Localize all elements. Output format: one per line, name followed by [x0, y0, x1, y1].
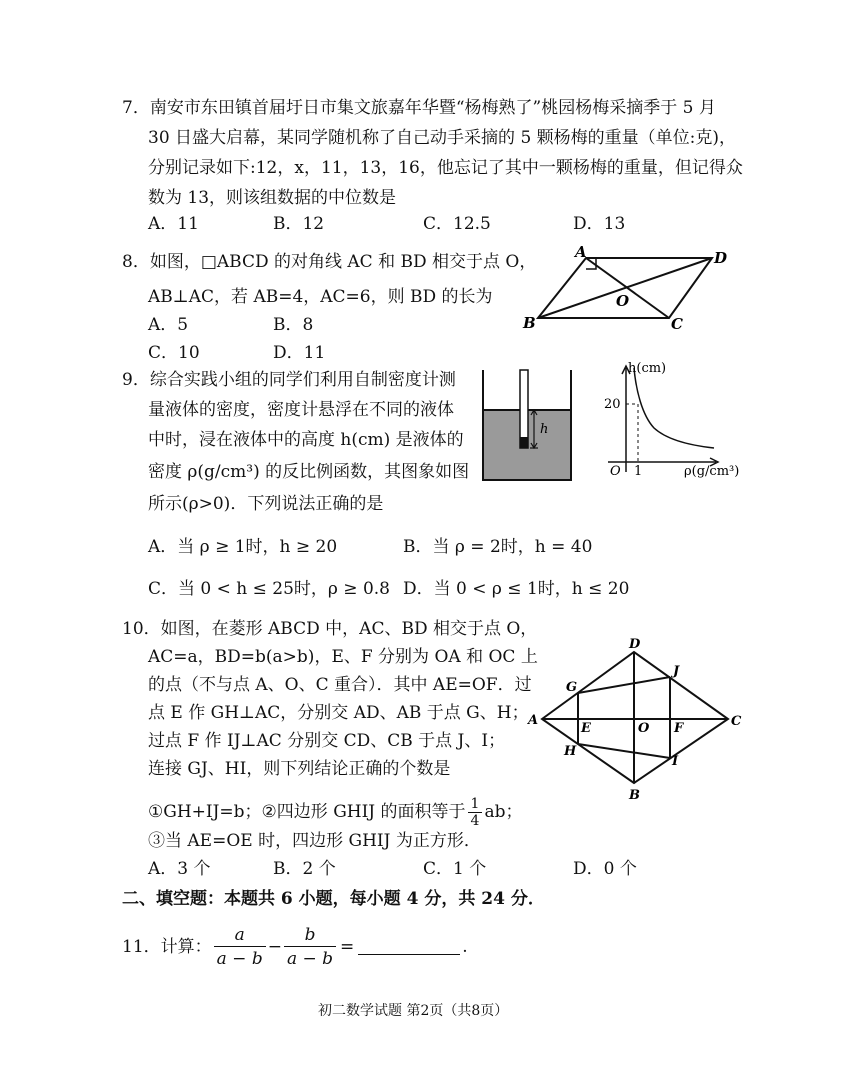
q10-label-b: B	[629, 788, 640, 803]
q11-answer-blank[interactable]	[358, 940, 460, 955]
q9-option-b: B．当 ρ = 2时，h = 40	[403, 537, 593, 557]
q10-label-i: I	[672, 754, 679, 769]
q11-minus: −	[267, 937, 282, 957]
q9-graph-x-label: ρ(g/cm³)	[684, 464, 740, 479]
q10-line-4: 点 E 作 GH⊥AC，分别交 AD、AB 于点 G、H；	[148, 703, 529, 723]
q10-frac-den: 4	[468, 812, 483, 829]
q10-line-3: 的点（不与点 A、O、C 重合）．其中 AE=OF．过	[148, 675, 532, 695]
q10-option-c: C．1 个	[423, 859, 487, 879]
q10-label-e: E	[581, 721, 591, 736]
section-2-title: 二、填空题：本题共 6 小题，每小题 4 分，共 24 分．	[122, 889, 545, 909]
q9-option-a: A．当 ρ ≥ 1时，h ≥ 20	[148, 537, 338, 557]
q10-line-5: 过点 F 作 IJ⊥AC 分别交 CD、CB 于点 J、I；	[148, 731, 506, 751]
q10-fraction-quarter	[468, 796, 483, 829]
q8-line-1: 8．如图，□ABCD 的对角线 AC 和 BD 相交于点 O，	[122, 252, 537, 272]
q9-beaker-figure	[478, 365, 578, 485]
q9-beaker-h-label: h	[540, 422, 549, 437]
q9-option-c: C．当 0 < h ≤ 25时，ρ ≥ 0.8	[148, 579, 390, 599]
q11-fraction-1	[214, 924, 266, 971]
q7-option-b: B．12	[273, 214, 325, 234]
q10-line-2: AC=a，BD=b(a>b)，E、F 分别为 OA 和 OC 上	[148, 647, 538, 667]
q10-rhombus-figure	[520, 635, 750, 805]
q8-label-d: D	[714, 249, 728, 267]
page-footer: 初二数学试题 第2页（共8页）	[318, 1003, 509, 1019]
q10-label-h: H	[564, 744, 577, 759]
q11-fraction-2	[284, 924, 336, 971]
q9-graph-y-tick: 20	[604, 397, 621, 412]
q11-frac2-den: a − b	[284, 946, 336, 971]
q8-parallelogram-figure	[515, 245, 740, 335]
q9-line-5: 所示(ρ>0)．下列说法正确的是	[148, 494, 384, 514]
q10-line-1: 10．如图，在菱形 ABCD 中，AC、BD 相交于点 O，	[122, 619, 538, 639]
q11-equals: =	[340, 937, 355, 957]
q8-label-c: C	[671, 315, 683, 333]
q10-conclusion-1-text: ①GH+IJ=b；②四边形 GHIJ 的面积等于	[148, 802, 466, 822]
q8-line-2: AB⊥AC，若 AB=4，AC=6，则 BD 的长为	[148, 287, 493, 307]
q9-graph-y-label: h(cm)	[628, 361, 667, 376]
q10-label-d: D	[629, 637, 641, 652]
q10-conclusion-3: ③当 AE=OE 时，四边形 GHIJ 为正方形．	[148, 831, 481, 851]
q10-label-c: C	[731, 714, 742, 729]
q7-line-2: 30 日盛大启幕，某同学随机称了自己动手采摘的 5 颗杨梅的重量（单位:克)，	[148, 128, 737, 148]
q11-frac2-num: b	[304, 924, 316, 945]
q9-graph-figure	[598, 360, 743, 485]
q10-frac-num: 1	[470, 795, 480, 812]
q7-line-3: 分别记录如下:12，x，11，13，16，他忘记了其中一颗杨梅的重量，但记得众	[148, 158, 743, 178]
q10-option-b: B．2 个	[273, 859, 336, 879]
q7-line-4: 数为 13，则该组数据的中位数是	[148, 188, 397, 208]
q11-frac1-den: a − b	[214, 946, 266, 971]
q10-label-o: O	[638, 721, 650, 736]
q10-label-f: F	[674, 721, 684, 736]
q11-prefix: 11．计算：	[122, 937, 212, 957]
q10-conclusion-1	[148, 790, 522, 834]
q9-graph-x-tick: 1	[634, 464, 643, 479]
q7-option-c: C．12.5	[423, 214, 491, 234]
q9-graph-origin: O	[610, 464, 621, 479]
q9-line-4: 密度 ρ(g/cm³) 的反比例函数，其图象如图	[148, 462, 470, 482]
q8-option-c: C．10	[148, 343, 200, 363]
q7-option-a: A．11	[148, 214, 199, 234]
q10-option-a: A．3 个	[148, 859, 211, 879]
q10-label-g: G	[566, 680, 578, 695]
q7-option-d: D．13	[573, 214, 626, 234]
q8-option-d: D．11	[273, 343, 326, 363]
q9-option-d: D．当 0 < ρ ≤ 1时，h ≤ 20	[403, 579, 630, 599]
q10-label-j: J	[673, 664, 680, 679]
q8-label-a: A	[575, 245, 587, 261]
q8-option-a: A．5	[148, 315, 189, 335]
q7-line-1: 7．南安市东田镇首届圩日市集文旅嘉年华暨“杨梅熟了”桃园杨梅采摘季于 5 月	[122, 98, 716, 118]
q10-line-6: 连接 GJ、HI，则下列结论正确的个数是	[148, 759, 451, 779]
q10-label-a: A	[528, 713, 539, 728]
q11-end: .	[462, 937, 468, 957]
q8-label-o: O	[616, 292, 630, 310]
q10-conclusion-1-tail: ab；	[484, 802, 523, 822]
q9-line-1: 9．综合实践小组的同学们利用自制密度计测	[122, 370, 456, 390]
q9-line-3: 中时，浸在液体中的高度 h(cm) 是液体的	[148, 430, 464, 450]
q8-option-b: B．8	[273, 315, 314, 335]
q9-hyperbola-curve	[634, 368, 714, 448]
q11-line	[122, 922, 468, 972]
q11-frac1-num: a	[234, 924, 245, 945]
q8-label-b: B	[523, 314, 536, 332]
q9-line-2: 量液体的密度，密度计悬浮在不同的液体	[148, 400, 454, 420]
q10-option-d: D．0 个	[573, 859, 637, 879]
